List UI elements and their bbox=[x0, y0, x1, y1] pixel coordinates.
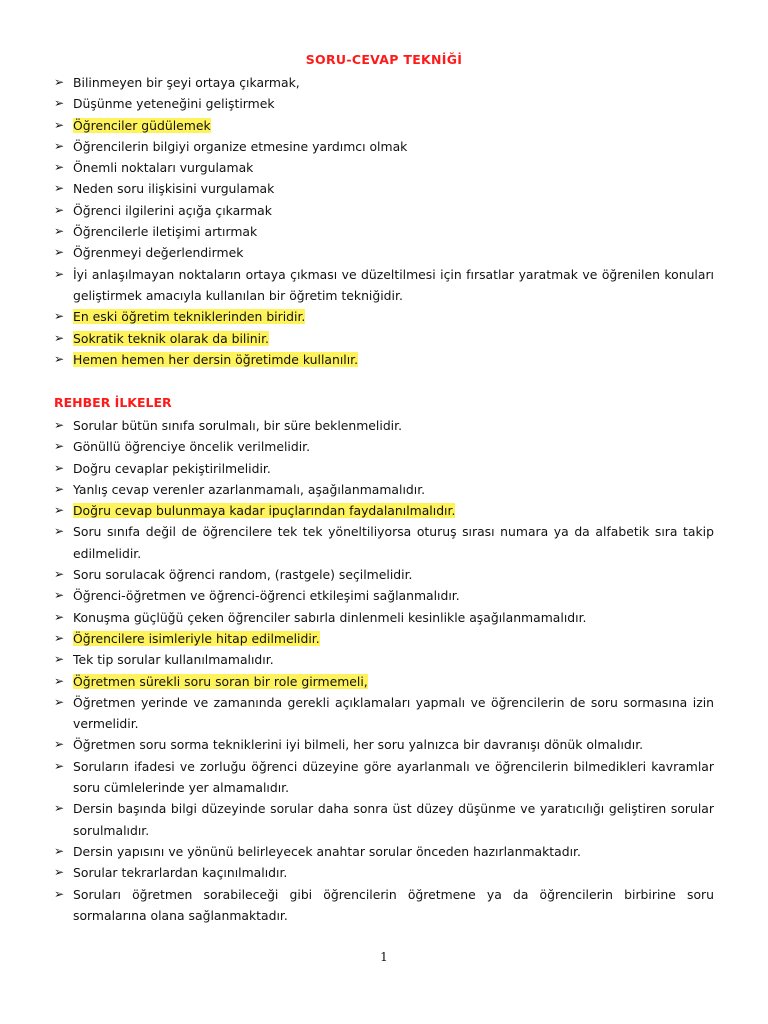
item-text: Soruların ifadesi ve zorluğu öğrenci düzeyine göre ayarlanmalı ve öğrencilerin bilmedikleri kavramlar soru cümlelerinde yer almamalıdır. bbox=[73, 758, 714, 796]
arrow-bullet-icon: ➢ bbox=[54, 245, 65, 260]
item-text: Soruları öğretmen sorabileceği gibi öğrencilerin öğretmene ya da öğrencilerin birbirine soru sormalarına olana sağlanmaktadır. bbox=[73, 886, 714, 923]
list-item bbox=[54, 521, 714, 564]
list-item bbox=[54, 93, 714, 114]
item-text: Sorular bütün sınıfa sorulmalı, bir süre beklenmelidir. bbox=[73, 418, 403, 433]
arrow-bullet-icon: ➢ bbox=[54, 630, 65, 645]
arrow-bullet-icon: ➢ bbox=[54, 843, 65, 858]
arrow-bullet-icon: ➢ bbox=[54, 418, 65, 432]
list-item bbox=[54, 72, 714, 93]
highlighted-item-text: En eski öğretim tekniklerinden biridir. bbox=[73, 309, 306, 325]
arrow-bullet-icon: ➢ bbox=[54, 202, 65, 217]
list-item bbox=[54, 136, 714, 157]
item-text: Bilinmeyen bir şeyi ortaya çıkarmak, bbox=[73, 75, 300, 90]
list-item bbox=[54, 862, 714, 883]
arrow-bullet-icon: ➢ bbox=[54, 737, 65, 752]
item-text: Öğretmen soru sorma tekniklerini iyi bilmeli, her soru yalnızca bir davranışı dönük olmalıdır. bbox=[73, 737, 644, 753]
arrow-bullet-icon: ➢ bbox=[54, 309, 65, 324]
item-text: Yanlış cevap verenler azarlanmamalı, aşağılanmamalıdır. bbox=[73, 481, 426, 497]
arrow-bullet-icon: ➢ bbox=[54, 266, 65, 281]
item-text: Konuşma güçlüğü çeken öğrenciler sabırla dinlenmeli kesinlikle aşağılanmamalıdır. bbox=[73, 609, 587, 625]
item-text: Düşünme yeteneğini geliştirmek bbox=[73, 96, 275, 112]
highlighted-item-text: Öğrenciler güdülemek bbox=[73, 117, 211, 133]
arrow-bullet-icon: ➢ bbox=[54, 567, 65, 582]
item-text: Neden soru ilişkisini vurgulamak bbox=[73, 181, 275, 197]
list-item bbox=[54, 884, 714, 927]
highlighted-item-text: Öğretmen sürekli soru soran bir role girmemeli, bbox=[73, 673, 368, 689]
item-text: Öğrencilerle iletişimi artırmak bbox=[73, 224, 258, 240]
arrow-bullet-icon: ➢ bbox=[54, 138, 65, 153]
arrow-bullet-icon: ➢ bbox=[54, 75, 65, 89]
arrow-bullet-icon: ➢ bbox=[54, 694, 65, 709]
list-item bbox=[54, 500, 714, 521]
list-item bbox=[54, 415, 714, 436]
list-item bbox=[54, 221, 714, 242]
list-item bbox=[54, 157, 714, 178]
list-item bbox=[54, 692, 714, 735]
list-item bbox=[54, 242, 714, 263]
item-text: Tek tip sorular kullanılmamalıdır. bbox=[73, 652, 274, 668]
item-text: Gönüllü öğrenciye öncelik verilmelidir. bbox=[73, 439, 311, 455]
list-item bbox=[54, 607, 714, 628]
arrow-bullet-icon: ➢ bbox=[54, 886, 65, 901]
item-text: Dersin yapısını ve yönünü belirleyecek anahtar sorular önceden hazırlanmaktadır. bbox=[73, 843, 581, 859]
arrow-bullet-icon: ➢ bbox=[54, 181, 65, 196]
arrow-bullet-icon: ➢ bbox=[54, 652, 65, 667]
list-item bbox=[54, 349, 714, 370]
page-number: 1 bbox=[380, 950, 388, 964]
item-text: Öğrenmeyi değerlendirmek bbox=[73, 245, 244, 261]
item-text: Öğrenci-öğretmen ve öğrenci-öğrenci etkileşimi sağlanmalıdır. bbox=[73, 588, 460, 604]
list-item bbox=[54, 436, 714, 457]
highlighted-item-text: Öğrencilere isimleriyle hitap edilmelidir. bbox=[73, 630, 320, 646]
list-item bbox=[54, 564, 714, 585]
item-text: Önemli noktaları vurgulamak bbox=[73, 160, 254, 176]
arrow-bullet-icon: ➢ bbox=[54, 460, 65, 475]
highlighted-item-text: Hemen hemen her dersin öğretimde kullanılır. bbox=[73, 351, 359, 367]
section-heading: REHBER İLKELER bbox=[54, 395, 172, 410]
arrow-bullet-icon: ➢ bbox=[54, 439, 65, 454]
list-item bbox=[54, 328, 714, 349]
list-item bbox=[54, 798, 714, 841]
list-item bbox=[54, 756, 714, 799]
arrow-bullet-icon: ➢ bbox=[54, 673, 65, 688]
arrow-bullet-icon: ➢ bbox=[54, 609, 65, 624]
list-item bbox=[54, 585, 714, 606]
list-item bbox=[54, 649, 714, 670]
highlighted-item-text: Doğru cevap bulunmaya kadar ipuçlarından faydalanılmalıdır. bbox=[73, 503, 456, 519]
list-item bbox=[54, 115, 714, 136]
list-item bbox=[54, 200, 714, 221]
arrow-bullet-icon: ➢ bbox=[54, 117, 65, 132]
list-item bbox=[54, 671, 714, 692]
highlighted-item-text: Sokratik teknik olarak da bilinir. bbox=[73, 330, 269, 346]
arrow-bullet-icon: ➢ bbox=[54, 588, 65, 603]
arrow-bullet-icon: ➢ bbox=[54, 801, 65, 816]
list-item bbox=[54, 178, 714, 199]
item-text: Doğru cevaplar pekiştirilmelidir. bbox=[73, 460, 271, 476]
item-text: Sorular tekrarlardan kaçınılmalıdır. bbox=[73, 865, 288, 881]
arrow-bullet-icon: ➢ bbox=[54, 865, 65, 880]
page-title: SORU-CEVAP TEKNİĞİ bbox=[305, 52, 463, 67]
arrow-bullet-icon: ➢ bbox=[54, 330, 65, 345]
item-text: İyi anlaşılmayan noktaların ortaya çıkması ve düzeltilmesi için fırsatlar yaratmak ve öğrenilen konuları geliştirmek amacıyla kullanılan bir öğretim tekniğidir. bbox=[73, 266, 714, 303]
item-text: Öğrenci ilgilerini açığa çıkarmak bbox=[73, 202, 272, 218]
item-text: Öğretmen yerinde ve zamanında gerekli açıklamaları yapmalı ve öğrencilerin de soru sormasına izin vermelidir. bbox=[73, 694, 714, 732]
item-text: Öğrencilerin bilgiyi organize etmesine yardımcı olmak bbox=[73, 138, 408, 154]
arrow-bullet-icon: ➢ bbox=[54, 351, 65, 366]
arrow-bullet-icon: ➢ bbox=[54, 503, 65, 518]
item-text: Soru sınıfa değil de öğrencilere tek tek yöneltiliyorsa oturuş sırası numara ya da alfabetik sıra takip edilmelidir. bbox=[73, 524, 714, 561]
arrow-bullet-icon: ➢ bbox=[54, 524, 65, 539]
arrow-bullet-icon: ➢ bbox=[54, 758, 65, 773]
list-item bbox=[54, 628, 714, 649]
list-item bbox=[54, 734, 714, 755]
arrow-bullet-icon: ➢ bbox=[54, 481, 65, 496]
item-text: Soru sorulacak öğrenci random, (rastgele) seçilmelidir. bbox=[73, 567, 413, 583]
list-item bbox=[54, 458, 714, 479]
item-text: Dersin başında bilgi düzeyinde sorular daha sonra üst düzey düşünme ve yaratıcılığı geliştiren sorular sorulmalıdır. bbox=[73, 801, 714, 838]
arrow-bullet-icon: ➢ bbox=[54, 224, 65, 239]
arrow-bullet-icon: ➢ bbox=[54, 96, 65, 111]
list-item bbox=[54, 306, 714, 327]
arrow-bullet-icon: ➢ bbox=[54, 160, 65, 175]
list-item bbox=[54, 841, 714, 862]
technique-properties-list bbox=[54, 72, 714, 370]
list-item bbox=[54, 479, 714, 500]
guidelines-list bbox=[54, 415, 714, 926]
list-item bbox=[54, 264, 714, 307]
